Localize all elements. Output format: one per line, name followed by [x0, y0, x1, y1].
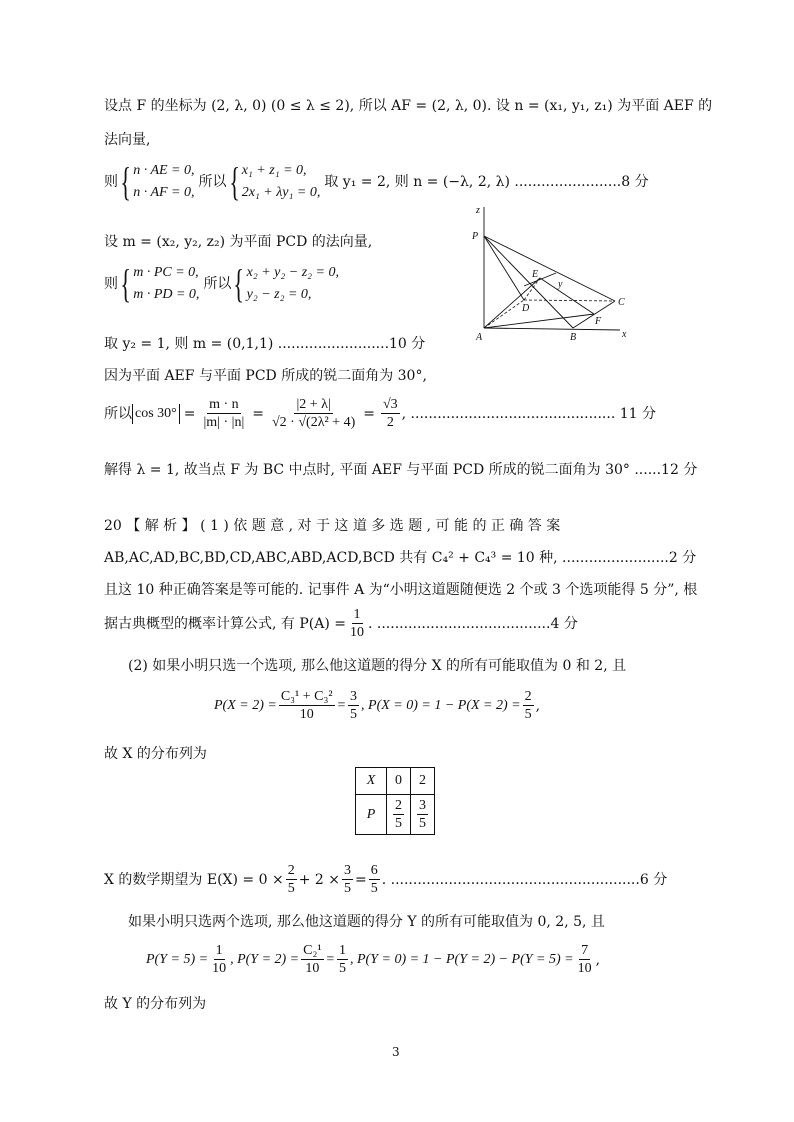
edge-bc	[573, 301, 615, 328]
fraction-sqrt3	[381, 396, 400, 431]
text-py2: , P(Y = 2) =	[230, 951, 300, 967]
text-line-p20-answers: AB,AC,AD,BC,BD,CD,ABC,ABD,ACD,BCD 共有 C₄² + C₄³ = 10 种, ........................2 分	[104, 550, 697, 566]
eq-m-pc: m · PC = 0,	[133, 265, 199, 280]
frac-c3-num: C₃¹ + C₃²	[280, 689, 333, 704]
text-line-two-options: 如果小明只选两个选项, 那么他这道题的得分 Y 的所有可能取值为 0, 2, 5, 且	[128, 914, 605, 930]
dash-dc	[524, 300, 615, 301]
eq-m-pd: m · PD = 0,	[133, 287, 200, 302]
text-line-p20-intro: 20 【 解 析 】 ( 1 ) 依 题 意 , 对 于 这 道 多 选 题 , 可 能 的 正 确 答 案	[104, 518, 561, 534]
frac-sqrt3-num: √3	[382, 397, 398, 412]
label-f: F	[595, 316, 602, 327]
label-d: D	[522, 303, 530, 314]
label-e: E	[532, 269, 539, 280]
p2-den: 5	[419, 816, 426, 831]
eq-2x1: 2x₁ + λy₁ = 0,	[241, 185, 321, 200]
ex-3-den: 5	[370, 881, 378, 896]
equation-system-1	[104, 160, 649, 204]
fraction-mn	[202, 396, 247, 431]
fraction-c2	[301, 942, 323, 977]
cell-0: 0	[387, 768, 411, 795]
text-line-coord-f: 设点 F 的坐标为 (2, λ, 0) (0 ≤ λ ≤ 2), 所以 AF = (2, λ, 0). 设 n = (x₁, y₁, z₁) 为平面 AEF 的	[104, 98, 713, 114]
text-ex-plus: + 2 ×	[298, 871, 340, 888]
py5-num: 1	[215, 943, 223, 958]
score-4: . .......................................4 分	[368, 615, 578, 632]
text-px2: P(X = 2) =	[214, 697, 277, 713]
equation-px: P(X = 2) = $\frac{\text{C₃¹ + C₃²}}{10}$ = $\frac{3}{5}$ , P(X = 0) = 1 − P(X = 2) = $\frac{2}{5}$ ,	[214, 689, 541, 722]
equation-pa	[104, 606, 578, 641]
text-line-solve-lambda: 解得 λ = 1, 故当点 F 为 BC 中点时, 平面 AEF 与平面 PCD 所成的锐二面角为 30° ......12 分	[104, 462, 698, 478]
c2-den: 10	[305, 961, 320, 976]
cos-abs: cos 30°	[132, 404, 180, 424]
fraction-1-10	[348, 606, 366, 641]
label-then-2: 则	[104, 276, 118, 292]
score-11: , .............................................. 11 分	[401, 405, 656, 422]
dash-de	[524, 278, 540, 300]
text-py0: , P(Y = 0) = 1 − P(Y = 2) − P(Y = 5) =	[350, 951, 574, 967]
f15-den: 5	[339, 961, 346, 976]
py5-den: 10	[212, 961, 227, 976]
ex-2-num: 3	[343, 863, 351, 878]
label-x: x	[622, 329, 627, 340]
c2-num: C₂¹	[303, 943, 322, 958]
page-number: 3	[392, 1045, 400, 1059]
fraction-ex-3	[369, 862, 380, 897]
text-py5: P(Y = 5) =	[146, 951, 209, 967]
text-line-part2: (2) 如果小明只选一个选项, 那么他这道题的得分 X 的所有可能取值为 0 和 2, 且	[128, 658, 627, 674]
f710-den: 10	[577, 961, 592, 976]
text-line-m-result: 取 y₂ = 1, 则 m = (0,1,1) .........................10 分	[104, 336, 426, 352]
edge-ae	[484, 278, 540, 328]
text-line-normal-vector: 法向量,	[104, 132, 151, 148]
label-y: y	[558, 279, 563, 290]
y-axis-line	[524, 273, 556, 286]
fraction-7-10	[576, 942, 594, 977]
cell-p2	[411, 795, 435, 835]
cell-p: P	[356, 795, 387, 835]
system-x1: { x₁ + z₁ = 0, 2x₁ + λy₁ = 0,	[228, 159, 321, 204]
ex-2-den: 5	[343, 881, 351, 896]
system-n-dot: { n · AE = 0, n · AF = 0,	[120, 159, 195, 204]
fraction-1-5	[337, 942, 348, 977]
p0-num: 2	[395, 798, 402, 813]
table-row	[356, 795, 435, 835]
f710-num: 7	[581, 943, 589, 958]
system-m-dot: { m · PC = 0, m · PD = 0,	[120, 261, 200, 306]
text-line-m-normal: 设 m = (x₂, y₂, z₂) 为平面 PCD 的法向量,	[104, 234, 373, 250]
equation-cos	[104, 396, 656, 431]
frac-5-den: 5	[350, 707, 358, 722]
equation-system-2	[104, 262, 339, 306]
eq-sign-4: =	[336, 697, 347, 713]
frac-2-num: 2	[524, 689, 532, 704]
ex-3-num: 6	[370, 863, 378, 878]
text-line-dihedral: 因为平面 AEF 与平面 PCD 所成的锐二面角为 30°,	[104, 368, 427, 384]
table-row	[356, 768, 435, 795]
label-p: P	[472, 231, 479, 242]
frac-1-num: 1	[353, 607, 361, 622]
text-line-y-dist: 故 Y 的分布列为	[104, 996, 207, 1012]
fraction-lambda	[270, 396, 357, 431]
eq-sign-1: =	[183, 405, 196, 422]
eq-sign-3: =	[363, 405, 375, 422]
cell-p0	[387, 795, 411, 835]
fraction-3-5	[348, 688, 359, 723]
eq-n-af: n · AF = 0,	[133, 185, 195, 200]
edge-pc	[484, 236, 615, 301]
pyramid-figure	[470, 203, 640, 345]
frac-5-den-2: 5	[524, 707, 532, 722]
eq-sign-2: =	[252, 405, 264, 422]
text-pa: 据古典概型的概率计算公式, 有 P(A) =	[104, 615, 346, 632]
score-6: . ........................................................6 分	[381, 871, 668, 888]
label-b: B	[570, 332, 577, 343]
eq-x2: x₂ + y₂ − z₂ = 0,	[246, 265, 339, 280]
text-px0: , P(X = 0) = 1 − P(X = 2) =	[361, 697, 521, 713]
fraction-2-5	[523, 688, 534, 723]
eq-x1-z1: x₁ + z₁ = 0,	[241, 163, 307, 178]
equation-ex	[104, 862, 667, 897]
eq-y2: y₂ − z₂ = 0,	[246, 287, 312, 302]
system-x2: { x₂ + y₂ − z₂ = 0, y₂ − z₂ = 0,	[233, 261, 339, 306]
edge-ef	[540, 278, 594, 314]
frac-c3-den: 10	[299, 707, 314, 722]
label-c: C	[618, 297, 625, 308]
label-z: z	[476, 205, 480, 216]
fraction-ex-1	[286, 862, 297, 897]
text-take-y1: 取 y₁ = 2, 则 n = (−λ, 2, λ) ........................8 分	[324, 174, 649, 190]
frac-3-num: 3	[350, 689, 358, 704]
fraction-c3	[279, 688, 335, 723]
equation-py: P(Y = 5) = $\frac{1}{10}$ , P(Y = 2) = $\frac{\text{C₂¹}}{10}$ = $\frac{1}{5}$ , P(Y = 0) = 1 − P(Y = 2) − P(Y = 5) = $\frac{7}{10}$ ,	[146, 943, 601, 976]
ex-1-den: 5	[287, 881, 295, 896]
eq-sign-5: =	[354, 871, 367, 888]
frac-10-den: 10	[350, 625, 364, 640]
p0-den: 5	[395, 816, 402, 831]
frac-mn-num: m · n	[209, 397, 239, 412]
ex-1-num: 2	[287, 863, 295, 878]
frac-sqrt3-den: 2	[386, 415, 394, 430]
label-so: 所以	[198, 174, 227, 190]
p2-num: 3	[419, 798, 426, 813]
frac-lambda-den: √2 · √(2λ² + 4)	[272, 415, 356, 430]
fraction-ex-2	[342, 862, 353, 897]
label-so-3: 所以	[104, 405, 132, 422]
distribution-table-x	[355, 767, 435, 835]
cell-x: X	[356, 768, 387, 795]
label-so-2: 所以	[203, 276, 232, 292]
cell-2: 2	[411, 768, 435, 795]
label-then: 则	[104, 174, 118, 190]
text-line-x-dist: 故 X 的分布列为	[104, 746, 207, 762]
f15-num: 1	[339, 943, 346, 958]
frac-lambda-num: |2 + λ|	[296, 397, 331, 412]
label-a: A	[476, 332, 483, 343]
x-axis-line	[484, 328, 620, 330]
frac-mn-den: |m| · |n|	[203, 415, 245, 430]
eq-sign-6: =	[325, 951, 335, 967]
text-line-p20-event: 且这 10 种正确答案是等可能的. 记事件 A 为“小明这道题随便选 2 个或 3 个选项能得 5 分”, 根	[104, 582, 698, 598]
eq-n-ae: n · AE = 0,	[133, 163, 195, 178]
text-ex: X 的数学期望为 E(X) = 0 ×	[104, 871, 284, 888]
fraction-py5	[210, 942, 228, 977]
